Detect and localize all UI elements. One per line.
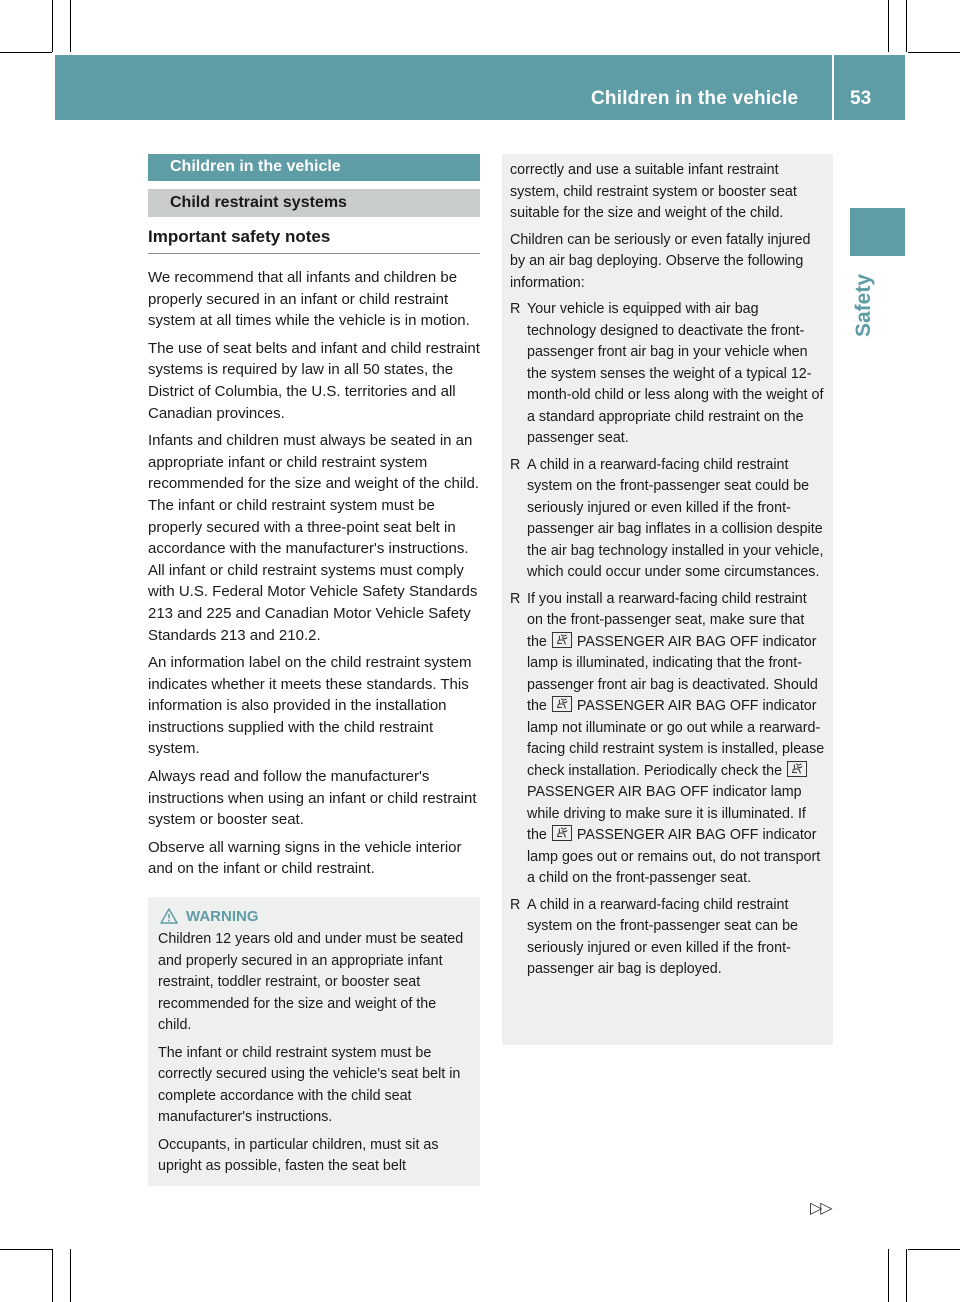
passenger-airbag-off-icon — [552, 696, 572, 712]
warning-paragraph: Children 12 years old and under must be seated and properly secured in an appropriate infant restraint, toddler restraint, or booster seat recommended for the size and weight of the child. — [158, 931, 464, 1034]
paragraph: correctly and use a suitable infant restraint system, child restraint system or booster seat suitable for the size and weight of the child. — [510, 162, 797, 221]
warning-triangle-icon — [160, 908, 178, 924]
continue-arrows-icon: ▷▷ — [810, 1200, 831, 1217]
list-item — [510, 299, 826, 450]
page-number: 53 — [850, 88, 872, 109]
side-tab — [850, 208, 905, 256]
bullet-mark: R — [510, 301, 521, 317]
list-item-text: A child in a rearward-facing child restraint system on the front-passenger seat can be seriously injured or even killed if the front-passenger air bag is deployed. — [527, 896, 798, 977]
paragraph: Observe all warning signs in the vehicle interior and on the infant or child restraint. — [148, 838, 462, 878]
crop-mark — [0, 52, 52, 53]
list-item-text: If you install a rearward-facing child restraint on the front-passenger seat, make sure that the — [527, 590, 807, 650]
warning-title: WARNING — [186, 907, 259, 925]
crop-mark — [888, 1249, 889, 1302]
warning-paragraph: The infant or child restraint system must be correctly secured using the vehicle's seat belt in complete accordance with the child seat manufacturer's instructions. — [158, 1044, 461, 1126]
section-title: Children in the vehicle — [148, 154, 480, 181]
crop-mark — [0, 1249, 52, 1250]
bullet-list — [510, 299, 826, 981]
right-column-warning-continued — [502, 154, 833, 1045]
warning-heading — [158, 906, 472, 926]
subsection-title: Child restraint systems — [148, 189, 480, 217]
crop-mark — [70, 1249, 71, 1302]
list-item-text: PASSENGER AIR BAG OFF indicator lamp is illuminated, indicating that the front-passenger front air bag is deactivated. Should the — [527, 633, 818, 714]
header-title: Children in the vehicle — [591, 88, 799, 109]
crop-mark — [70, 0, 71, 52]
crop-mark — [52, 0, 53, 52]
list-item-text: PASSENGER AIR BAG OFF indicator lamp while driving to make sure it is illuminated. If the — [527, 784, 806, 843]
bullet-mark: R — [510, 590, 521, 607]
crop-mark — [888, 0, 889, 52]
crop-mark — [906, 0, 907, 52]
list-item-text: PASSENGER AIR BAG OFF indicator lamp not illuminate or go out while a rearward-facing child restraint system is installed, please check installation. Periodically check the — [527, 698, 825, 779]
passenger-airbag-off-icon — [787, 761, 807, 777]
paragraph: Infants and children must always be seated in an appropriate infant or child restraint system recommended for the size and weight of the child. The infant or child restraint system must be properly secured with a three-point seat belt in accordance with the manufacturer's instructions. All infant or child restraint systems must comply with U.S. Federal Motor Vehicle Safety Standards 213 and 225 and Canadian Motor Vehicle Safety Standards 213 and 210.2. — [148, 432, 480, 644]
list-item-text: PASSENGER AIR BAG OFF indicator lamp goes out or remains out, do not transport a child on the front-passenger seat. — [527, 827, 821, 886]
heading: Important safety notes — [148, 227, 480, 254]
crop-mark — [906, 1249, 907, 1302]
crop-mark — [908, 1249, 960, 1250]
warning-box — [148, 897, 480, 1186]
list-item — [510, 895, 826, 981]
crop-mark — [908, 52, 960, 53]
bullet-mark: R — [510, 456, 521, 473]
side-tab-label: Safety — [852, 273, 875, 337]
paragraph: Children can be seriously or even fatally injured by an air bag deploying. Observe the following information: — [510, 231, 811, 291]
list-item-text: A child in a rearward-facing child restraint system on the front-passenger seat could be seriously injured or even killed if the front-passenger air bag inflates in a collision despite the air bag technology installed in your vehicle, which could occur under some circumstances. — [527, 456, 824, 580]
left-column — [148, 154, 480, 1186]
crop-mark — [52, 1249, 53, 1302]
bullet-mark: R — [510, 896, 521, 913]
passenger-airbag-off-icon — [552, 825, 572, 841]
header-divider — [832, 55, 834, 120]
list-item — [510, 589, 826, 890]
paragraph: The use of seat belts and infant and child restraint systems is required by law in all 50 states, the District of Columbia, the U.S. territories and all Canadian provinces. — [148, 339, 480, 422]
list-item — [510, 455, 826, 584]
list-item-text: Your vehicle is equipped with air bag technology designed to deactivate the front-passenger front air bag in your vehicle when the system senses the weight of a typical 12-month-old child or less along with the weight of a standard appropriate child restraint on the passenger seat. — [527, 301, 824, 446]
paragraph: We recommend that all infants and children be properly secured in an infant or child restraint system at all times while the vehicle is in motion. — [148, 269, 470, 330]
paragraph: An information label on the child restraint system indicates whether it meets these standards. This information is also provided in the installation instructions supplied with the child restraint system. — [148, 654, 472, 758]
passenger-airbag-off-icon — [552, 632, 572, 648]
warning-paragraph: Occupants, in particular children, must sit as upright as possible, fasten the seat belt — [158, 1136, 439, 1175]
paragraph: Always read and follow the manufacturer's instructions when using an infant or child restraint system or booster seat. — [148, 768, 477, 829]
